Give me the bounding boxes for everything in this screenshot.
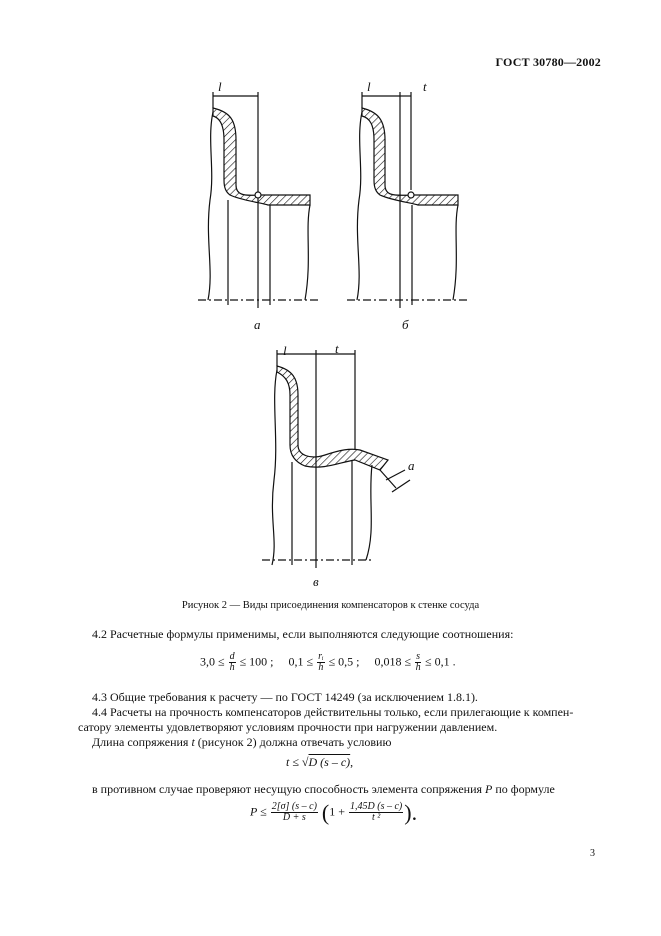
section-4-4-line2: сатору элементы удовлетворяют условиям прочности при нагружении давлением. [78, 720, 498, 734]
section-4-2: 4.2 Расчетные формулы применимы, если выполняются следующие соотношения: [92, 627, 514, 641]
condition-t-formula: t ≤ √D (s – c), [286, 755, 354, 769]
section-4-4-line1: 4.4 Расчеты на прочность компенсаторов действительны только, если прилегающие к компен- [92, 705, 574, 719]
figure-caption: Рисунок 2 — Виды присоединения компенсаторов к стенке сосуда [181, 600, 480, 611]
conditions-formula: 3,0 ≤ $\frac{d}{h}$ ≤ 100 ; 0,1 ≤ $\frac{\text{rᵢ}}{h}$ ≤ 0,5 ; 0,018 ≤ $\frac{s}{h}$ ≤ 0,1 . [200, 651, 456, 673]
pressure-formula: P ≤ $\frac{2[\sigma] (s - c)}{D + s}$ (1 + $\frac{1,45D (s - c)}{\text{t ²}}$ ). [250, 800, 418, 825]
label-v: в [313, 574, 319, 589]
dim-l-a: l [218, 79, 222, 94]
dim-l-b: l [367, 79, 371, 94]
label-b: б [402, 317, 409, 332]
standard-header: ГОСТ 30780—2002 [495, 55, 601, 69]
figure-v [262, 350, 410, 568]
page-number: 3 [590, 848, 595, 859]
section-4-4-line4: в противном случае проверяют несущую способность элемента сопряжения P по формуле [92, 782, 555, 796]
section-4-3: 4.3 Общие требования к расчету — по ГОСТ 14249 (за исключением 1.8.1). [92, 690, 478, 704]
dim-l-v: l [283, 343, 287, 358]
dim-a-v: a [408, 458, 415, 473]
dim-t-v: t [335, 341, 339, 356]
dim-t-b: t [423, 79, 427, 94]
figure-b [347, 92, 468, 308]
label-a: а [254, 317, 261, 332]
figure-a [198, 92, 320, 308]
section-4-4-line3: Длина сопряжения t (рисунок 2) должна отвечать условию [92, 735, 392, 749]
